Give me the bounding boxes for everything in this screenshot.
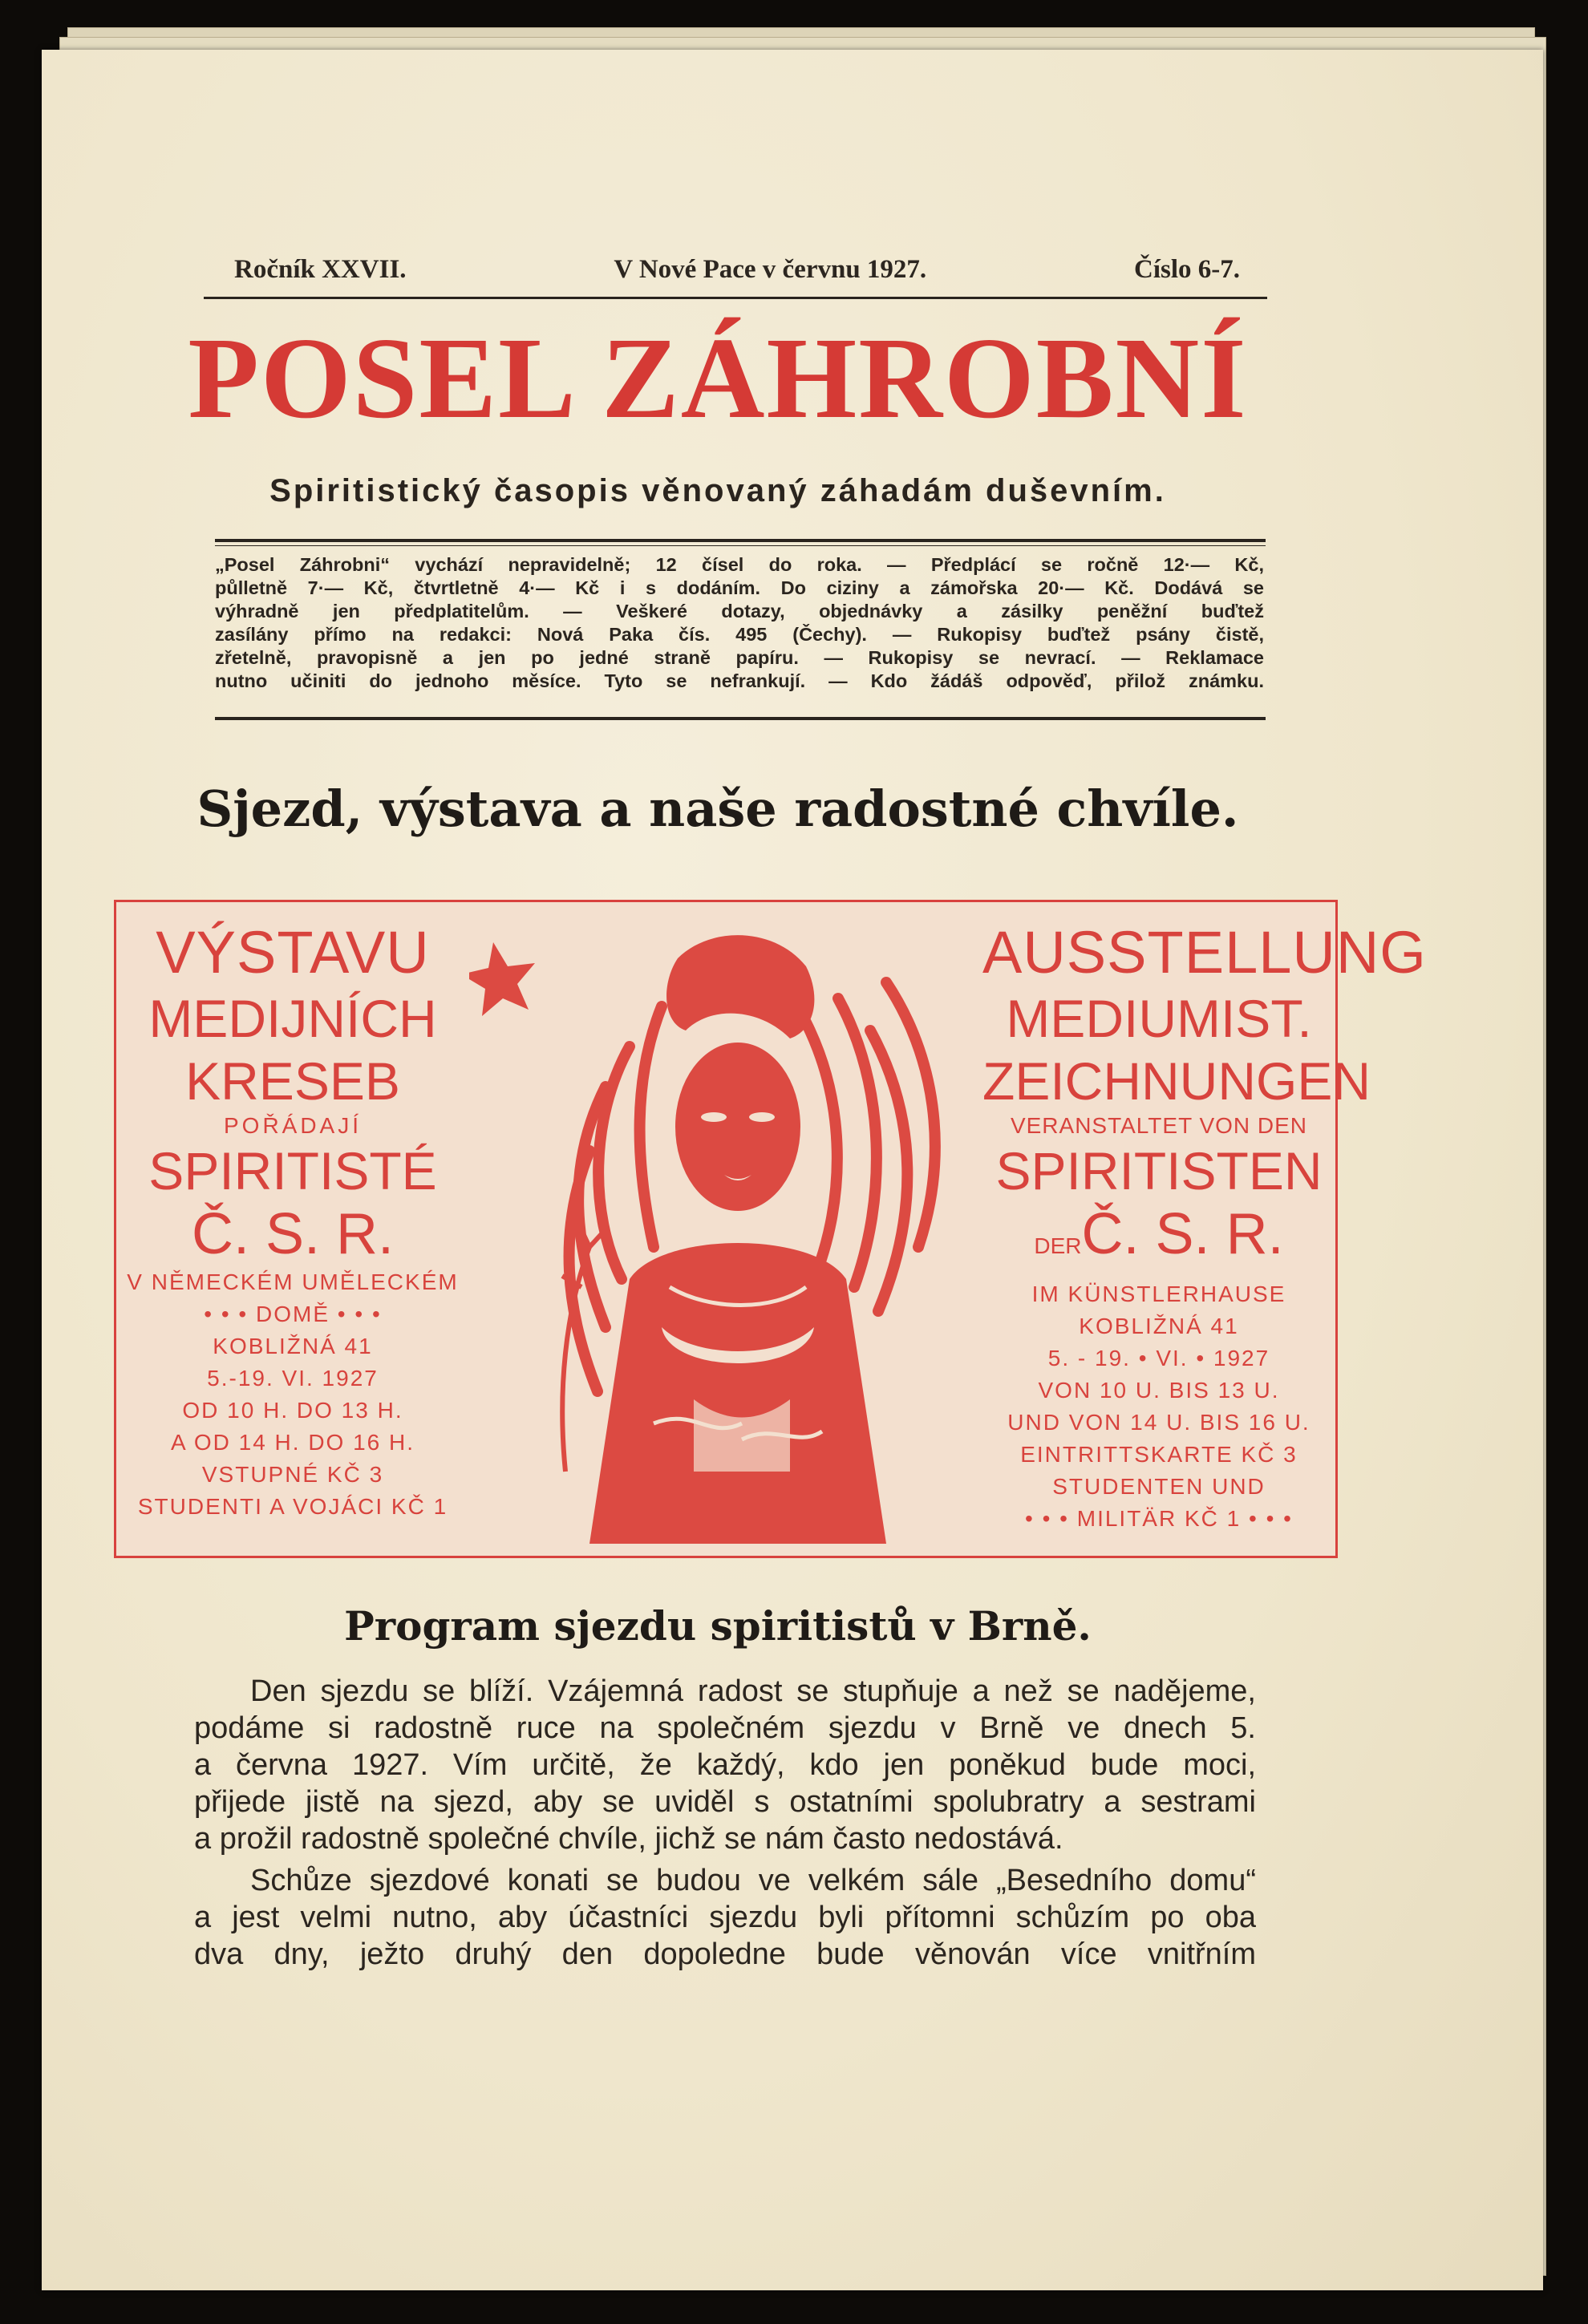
text-line: podáme si radostně ruce na společném sjezdu v Brně ve dnech 5. bbox=[194, 1711, 1256, 1745]
poster-line: KRESEB bbox=[185, 1051, 400, 1111]
poster-line: • • • DOMĚ • • • bbox=[204, 1302, 382, 1326]
poster-czech-text bbox=[116, 918, 469, 1523]
notice-line: zřetelně, pravopisně a jen po jedné straně papíru. — Rukopisy se nevrací. — Reklamace bbox=[215, 647, 1264, 668]
poster-line bbox=[982, 1202, 1335, 1278]
place-date: V Nové Pace v červnu 1927. bbox=[614, 255, 927, 284]
poster-line: KOBLIŽNÁ 41 bbox=[213, 1334, 373, 1358]
poster-der: DER bbox=[1034, 1233, 1082, 1258]
text-line: a prožil radostně společné chvíle, jichž se nám často nedostává. bbox=[194, 1822, 1063, 1856]
notice-line: „Posel Záhrobni“ vychází nepravidelně; 12 čísel do roka. — Předplácí se ročně 12·— Kč, bbox=[215, 554, 1264, 575]
poster-line: VSTUPNÉ KČ 3 bbox=[201, 1462, 384, 1487]
poster-german-text bbox=[982, 918, 1427, 1535]
page-title: POSEL ZÁHROBNÍ bbox=[188, 314, 1248, 443]
poster-line: Č. S. R. bbox=[191, 1202, 395, 1266]
poster-line: SPIRITISTEN bbox=[995, 1141, 1323, 1200]
poster-line: IM KÜNSTLERHAUSE bbox=[1031, 1281, 1286, 1306]
poster-line: • • • MILITÄR KČ 1 • • • bbox=[1025, 1506, 1293, 1531]
poster-csr: Č. S. R. bbox=[1081, 1202, 1284, 1266]
exhibition-poster bbox=[114, 900, 1427, 1558]
poster-line: SPIRITISTÉ bbox=[148, 1141, 437, 1200]
poster-line: VÝSTAVU bbox=[156, 919, 430, 986]
subscription-notice bbox=[215, 553, 1264, 693]
text-line: přijede jistě na sjezd, aby se uviděl s ostatními spolubratry a sestrami bbox=[194, 1785, 1256, 1819]
notice-line: nutno učiniti do jednoho měsíce. Tyto se nefrankují. — Kdo žádáš odpověď, přilož známku. bbox=[215, 670, 1264, 691]
poster-line: AUSSTELLUNG bbox=[982, 919, 1427, 986]
poster-line: VON 10 U. BIS 13 U. bbox=[1038, 1378, 1280, 1403]
poster-line: MEDIUMIST. bbox=[1006, 989, 1312, 1048]
text-line: a jest velmi nutno, aby účastníci sjezdu byli přítomni schůzím po oba bbox=[194, 1901, 1256, 1934]
notice-top-rule-thin bbox=[215, 545, 1266, 546]
volume-label: Ročník XXVII. bbox=[234, 255, 407, 284]
headline: Sjezd, výstava a naše radostné chvíle. bbox=[196, 779, 1239, 838]
masthead-meta bbox=[234, 255, 1240, 285]
poster-line: A OD 14 H. DO 16 H. bbox=[170, 1430, 415, 1455]
masthead-rule bbox=[204, 297, 1267, 299]
article-body bbox=[194, 1673, 1256, 1978]
notice-top-rule bbox=[215, 539, 1266, 542]
poster-line: KOBLIŽNÁ 41 bbox=[1079, 1314, 1239, 1338]
notice-line: výhradně jen předplatitelům. — Veškeré dotazy, objednávky a zásilky peněžní buďtež bbox=[215, 601, 1264, 621]
poster-line: UND VON 14 U. BIS 16 U. bbox=[1007, 1410, 1311, 1435]
poster-line: EINTRITTSKARTE KČ 3 bbox=[1020, 1442, 1298, 1467]
text-line: a června 1927. Vím určitě, že každý, kdo jen poněkud bude moci, bbox=[194, 1748, 1256, 1782]
section-title: Program sjezdu spiritistů v Brně. bbox=[344, 1602, 1092, 1650]
text-line: Den sjezdu se blíží. Vzájemná radost se stupňuje a než se nadějeme, bbox=[250, 1674, 1256, 1708]
poster-line: ZEICHNUNGEN bbox=[982, 1051, 1371, 1111]
text-line: Schůze sjezdové konati se budou ve velkém sále „Besedního domu“ bbox=[250, 1864, 1256, 1897]
page-subtitle: Spiritistický časopis věnovaný záhadám duševním. bbox=[269, 473, 1166, 508]
text-line: dva dny, ježto druhý den dopoledne bude věnován více vnitřním bbox=[194, 1937, 1256, 1971]
poster-line: STUDENTEN UND bbox=[1052, 1474, 1266, 1499]
paragraph bbox=[194, 1673, 1256, 1857]
notice-line: půlletně 7·— Kč, čtvrtletně 4·— Kč i s dodáním. Do ciziny a zámořska 20·— Kč. Dodává se bbox=[215, 577, 1264, 598]
poster-line: V NĚMECKÉM UMĚLECKÉM bbox=[127, 1269, 459, 1294]
notice-bottom-rule bbox=[215, 717, 1266, 720]
issue-number: Číslo 6-7. bbox=[1133, 255, 1240, 284]
poster-line: VERANSTALTET VON DEN bbox=[1010, 1113, 1308, 1138]
poster-line: POŘÁDAJÍ bbox=[223, 1113, 363, 1138]
notice-line: zasílány přímo na redakci: Nová Paka čís. 495 (Čechy). — Rukopisy buďtež psány čistě, bbox=[215, 624, 1264, 645]
poster-line: 5.-19. VI. 1927 bbox=[207, 1366, 379, 1391]
poster-line: OD 10 H. DO 13 H. bbox=[182, 1398, 403, 1423]
paragraph bbox=[194, 1862, 1256, 1973]
poster-illustration bbox=[469, 910, 982, 1544]
poster-line: 5. - 19. • VI. • 1927 bbox=[1047, 1346, 1270, 1371]
poster-line: STUDENTI A VOJÁCI KČ 1 bbox=[137, 1494, 448, 1519]
poster-line: MEDIJNÍCH bbox=[148, 989, 437, 1048]
